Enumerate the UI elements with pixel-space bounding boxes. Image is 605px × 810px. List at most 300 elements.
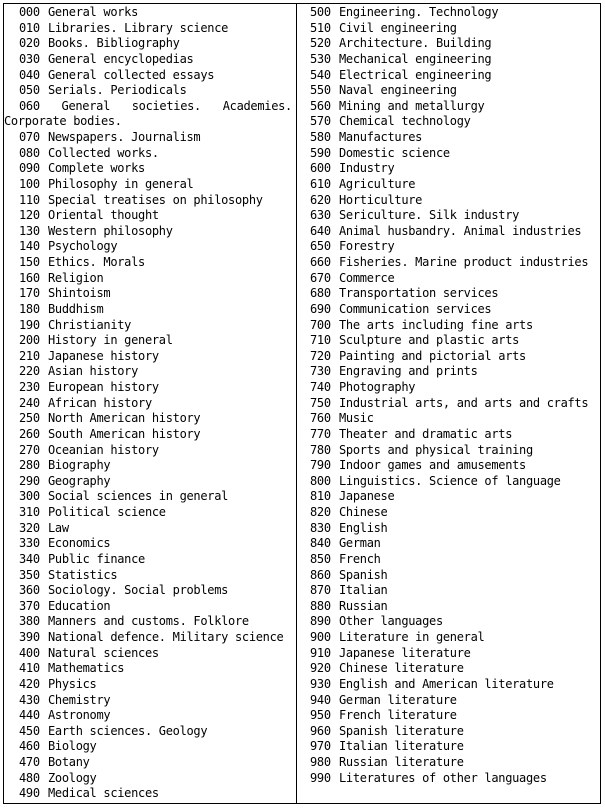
list-item — [19, 786, 292, 802]
class-label: Communication services — [339, 301, 492, 316]
list-item — [310, 68, 596, 84]
class-label: Newspapers. Journalism — [48, 130, 201, 144]
list-item — [19, 208, 292, 224]
list-item — [19, 708, 292, 724]
class-code: 170 — [19, 286, 40, 301]
list-item — [310, 661, 596, 677]
class-label: Buddhism — [48, 301, 104, 316]
class-code: 330 — [19, 536, 40, 551]
class-label: Sericulture. Silk industry — [339, 208, 520, 223]
list-item — [310, 83, 596, 99]
class-label: Philosophy in general — [48, 176, 194, 191]
class-label: Animal husbandry. Animal industries — [339, 223, 582, 238]
class-code: 550 — [310, 83, 331, 98]
list-item — [19, 36, 292, 52]
class-code: 040 — [19, 67, 40, 82]
class-label: Physics — [48, 676, 97, 691]
list-item — [19, 396, 292, 412]
list-item — [310, 239, 596, 255]
class-label: General collected essays — [48, 67, 215, 82]
list-item — [19, 693, 292, 709]
class-label: Theater and dramatic arts — [339, 426, 513, 441]
class-label: Sociology. Social problems — [48, 583, 229, 598]
class-code: 070 — [19, 130, 40, 144]
class-label: South American history — [48, 426, 201, 441]
list-item — [19, 130, 292, 146]
class-label: Chemistry — [48, 692, 111, 707]
class-label: English and American literature — [339, 676, 554, 691]
class-code: 250 — [19, 411, 40, 426]
class-label: French — [339, 551, 381, 566]
class-label: Mathematics — [48, 661, 125, 676]
class-label: Domestic science — [339, 145, 450, 160]
class-label: Earth sciences. Geology — [48, 723, 208, 738]
class-code: 830 — [310, 520, 331, 535]
list-item — [19, 443, 292, 459]
class-label: Linguistics. Science of language — [339, 473, 561, 488]
class-label: Photography — [339, 380, 416, 394]
class-code: 660 — [310, 255, 331, 269]
class-code: 100 — [19, 176, 40, 191]
class-code: 400 — [19, 645, 40, 660]
class-label: Oriental thought — [48, 208, 159, 223]
class-code: 460 — [19, 739, 40, 754]
class-label: Painting and pictorial arts — [339, 348, 526, 363]
class-code: 390 — [19, 630, 40, 644]
class-code: 090 — [19, 161, 40, 176]
class-label: Transportation services — [339, 286, 499, 301]
list-item — [19, 224, 292, 240]
class-code: 120 — [19, 208, 40, 223]
list-item — [310, 411, 596, 427]
class-label: Political science — [48, 505, 166, 519]
class-label: Statistics — [48, 567, 118, 582]
class-code: 080 — [19, 145, 40, 160]
list-item — [310, 52, 596, 68]
class-code: 940 — [310, 692, 331, 707]
class-label: General works — [48, 5, 139, 19]
list-item — [310, 505, 596, 521]
class-code: 780 — [310, 442, 331, 457]
list-item — [4, 99, 292, 130]
list-item — [310, 21, 596, 37]
list-item — [19, 364, 292, 380]
list-item — [19, 177, 292, 193]
list-item — [19, 349, 292, 365]
class-label: Zoology — [48, 770, 97, 785]
class-label: Asian history — [48, 364, 139, 379]
class-code: 430 — [19, 692, 40, 707]
class-label: Electrical engineering — [339, 67, 492, 82]
class-label: Mechanical engineering — [339, 51, 492, 66]
list-item — [19, 474, 292, 490]
right-column — [297, 4, 600, 803]
class-code: 750 — [310, 395, 331, 410]
list-item — [19, 677, 292, 693]
class-code: 060 — [19, 98, 40, 113]
list-item — [310, 568, 596, 584]
class-code: 680 — [310, 286, 331, 301]
list-item — [310, 208, 596, 224]
class-label: Ethics. Morals — [48, 255, 145, 269]
class-code: 990 — [310, 770, 331, 785]
list-item — [19, 724, 292, 740]
class-code: 570 — [310, 114, 331, 129]
class-code: 260 — [19, 426, 40, 441]
list-item — [19, 536, 292, 552]
class-code: 820 — [310, 505, 331, 519]
class-label: Fisheries. Marine product industries — [339, 255, 589, 269]
class-label: Psychology — [48, 239, 118, 254]
class-code: 770 — [310, 426, 331, 441]
class-code: 160 — [19, 270, 40, 285]
class-code: 180 — [19, 301, 40, 316]
list-item — [19, 661, 292, 677]
class-label: Russian — [339, 598, 388, 613]
class-code: 640 — [310, 223, 331, 238]
class-code: 790 — [310, 458, 331, 473]
class-label: English — [339, 520, 388, 535]
class-label: Oceanian history — [48, 442, 159, 457]
list-item — [19, 83, 292, 99]
class-label: Horticulture — [339, 192, 423, 207]
list-item — [310, 130, 596, 146]
list-item — [310, 755, 596, 771]
class-code: 670 — [310, 270, 331, 285]
list-item — [19, 146, 292, 162]
class-label: Books. Bibliography — [48, 36, 180, 51]
list-item — [310, 99, 596, 115]
class-code: 340 — [19, 551, 40, 566]
class-label: Literatures of other languages — [339, 770, 547, 785]
class-code: 560 — [310, 98, 331, 113]
list-item — [310, 349, 596, 365]
class-label: Russian literature — [339, 755, 464, 769]
list-item — [310, 396, 596, 412]
class-code: 210 — [19, 348, 40, 363]
class-code: 740 — [310, 380, 331, 394]
class-code: 530 — [310, 51, 331, 66]
class-label: Japanese — [339, 489, 395, 504]
class-label: Public finance — [48, 551, 145, 566]
class-code: 610 — [310, 176, 331, 191]
list-item — [310, 5, 596, 21]
class-code: 900 — [310, 630, 331, 644]
class-label: Agriculture — [339, 176, 416, 191]
class-code: 150 — [19, 255, 40, 269]
class-label: Christianity — [48, 317, 132, 332]
list-item — [310, 489, 596, 505]
list-item — [310, 380, 596, 396]
class-label-part: societies. — [131, 98, 201, 113]
list-item — [310, 177, 596, 193]
class-code: 480 — [19, 770, 40, 785]
list-item — [310, 114, 596, 130]
class-code: 600 — [310, 161, 331, 176]
class-label: Education — [48, 598, 111, 613]
list-item — [310, 474, 596, 490]
class-label: Biology — [48, 739, 97, 754]
class-code: 320 — [19, 520, 40, 535]
list-item — [19, 630, 292, 646]
class-code: 420 — [19, 676, 40, 691]
list-item — [19, 489, 292, 505]
list-item — [310, 271, 596, 287]
class-label: History in general — [48, 333, 173, 348]
class-code: 350 — [19, 567, 40, 582]
class-code: 620 — [310, 192, 331, 207]
class-label: Sculpture and plastic arts — [339, 333, 520, 348]
list-item — [310, 521, 596, 537]
class-code: 300 — [19, 489, 40, 504]
class-code: 760 — [310, 411, 331, 426]
list-item — [19, 771, 292, 787]
class-code: 970 — [310, 739, 331, 754]
list-item-line — [19, 99, 292, 115]
list-item — [19, 52, 292, 68]
list-item — [19, 68, 292, 84]
list-item — [19, 646, 292, 662]
list-item — [19, 552, 292, 568]
class-label: Western philosophy — [48, 223, 173, 238]
class-label: Manufactures — [339, 130, 423, 144]
class-code: 730 — [310, 364, 331, 379]
class-code: 510 — [310, 20, 331, 35]
class-code: 690 — [310, 301, 331, 316]
class-code: 520 — [310, 36, 331, 51]
class-label: Biography — [48, 458, 111, 473]
class-code: 590 — [310, 145, 331, 160]
class-label: Collected works. — [48, 145, 159, 160]
class-label: Engineering. Technology — [339, 5, 499, 19]
list-item — [19, 583, 292, 599]
class-label: Law — [48, 520, 69, 535]
class-code: 850 — [310, 551, 331, 566]
list-item — [19, 521, 292, 537]
list-item — [310, 427, 596, 443]
list-item — [310, 318, 596, 334]
class-label: European history — [48, 380, 159, 394]
class-label: Chinese — [339, 505, 388, 519]
class-label: Commerce — [339, 270, 395, 285]
class-label: Industry — [339, 161, 395, 176]
class-label: Other languages — [339, 614, 443, 629]
class-label: Spanish — [339, 567, 388, 582]
class-label: Engraving and prints — [339, 364, 478, 379]
class-code: 240 — [19, 395, 40, 410]
class-label: Japanese literature — [339, 645, 471, 660]
list-item — [310, 739, 596, 755]
list-item — [310, 333, 596, 349]
list-item — [310, 552, 596, 568]
class-code: 840 — [310, 536, 331, 551]
class-label: Natural sciences — [48, 645, 159, 660]
list-item — [310, 771, 596, 787]
class-code: 000 — [19, 5, 40, 19]
class-code: 800 — [310, 473, 331, 488]
class-code: 920 — [310, 661, 331, 676]
class-code: 710 — [310, 333, 331, 348]
class-label-part: General — [61, 98, 110, 113]
list-item — [310, 443, 596, 459]
class-label: Architecture. Building — [339, 36, 492, 51]
class-label-continuation: Corporate bodies. — [4, 114, 122, 129]
class-code: 270 — [19, 442, 40, 457]
class-label: Mining and metallurgy — [339, 98, 485, 113]
class-code: 890 — [310, 614, 331, 629]
class-code: 370 — [19, 598, 40, 613]
class-code: 140 — [19, 239, 40, 254]
class-label: Italian literature — [339, 739, 464, 754]
class-code: 930 — [310, 676, 331, 691]
class-label: Geography — [48, 473, 111, 488]
class-label: Medical sciences — [48, 786, 159, 801]
class-code: 440 — [19, 708, 40, 723]
list-item — [310, 693, 596, 709]
class-label: Serials. Periodicals — [48, 83, 187, 98]
class-code: 870 — [310, 583, 331, 598]
class-code: 910 — [310, 645, 331, 660]
class-label: Literature in general — [339, 630, 485, 644]
class-label: Special treatises on philosophy — [48, 192, 263, 207]
list-item — [19, 739, 292, 755]
class-label: Indoor games and amusements — [339, 458, 526, 473]
class-code: 540 — [310, 67, 331, 82]
list-item — [19, 568, 292, 584]
list-item — [310, 302, 596, 318]
class-label: Italian — [339, 583, 388, 598]
class-label: Civil engineering — [339, 20, 457, 35]
list-item — [310, 677, 596, 693]
class-code: 980 — [310, 755, 331, 769]
class-code: 630 — [310, 208, 331, 223]
class-code: 200 — [19, 333, 40, 348]
list-item — [19, 333, 292, 349]
class-code: 050 — [19, 83, 40, 98]
class-label: General encyclopedias — [48, 51, 194, 66]
class-code: 310 — [19, 505, 40, 519]
class-label: Chinese literature — [339, 661, 464, 676]
list-item — [19, 599, 292, 615]
list-item — [19, 193, 292, 209]
class-label: National defence. Military science — [48, 630, 284, 644]
left-column — [4, 4, 297, 803]
class-code: 860 — [310, 567, 331, 582]
class-label: Sports and physical training — [339, 442, 533, 457]
class-code: 650 — [310, 239, 331, 254]
list-item — [310, 161, 596, 177]
list-item — [19, 614, 292, 630]
list-item — [310, 536, 596, 552]
class-code: 950 — [310, 708, 331, 723]
list-item — [310, 630, 596, 646]
class-label: Japanese history — [48, 348, 159, 363]
list-item — [310, 193, 596, 209]
class-code: 450 — [19, 723, 40, 738]
class-label: German literature — [339, 692, 457, 707]
list-item — [19, 161, 292, 177]
list-item — [19, 427, 292, 443]
list-item — [310, 224, 596, 240]
class-label: The arts including fine arts — [339, 317, 533, 332]
class-label: Religion — [48, 270, 104, 285]
list-item — [19, 505, 292, 521]
class-label: Industrial arts, and arts and crafts — [339, 395, 589, 410]
class-label: Shintoism — [48, 286, 111, 301]
list-item — [310, 255, 596, 271]
class-code: 190 — [19, 317, 40, 332]
class-label: Astronomy — [48, 708, 111, 723]
list-item — [19, 318, 292, 334]
class-code: 130 — [19, 223, 40, 238]
class-label: Music — [339, 411, 374, 426]
class-label: French literature — [339, 708, 457, 723]
class-code: 220 — [19, 364, 40, 379]
class-code: 360 — [19, 583, 40, 598]
class-code: 720 — [310, 348, 331, 363]
class-label: African history — [48, 395, 152, 410]
class-code: 110 — [19, 192, 40, 207]
list-item — [19, 380, 292, 396]
class-code: 580 — [310, 130, 331, 144]
list-item — [19, 271, 292, 287]
list-item — [310, 646, 596, 662]
list-item — [310, 364, 596, 380]
class-label: North American history — [48, 411, 201, 426]
class-code: 410 — [19, 661, 40, 676]
list-item — [310, 286, 596, 302]
list-item — [19, 411, 292, 427]
list-item — [310, 146, 596, 162]
class-code: 490 — [19, 786, 40, 801]
class-code: 010 — [19, 20, 40, 35]
list-item — [310, 458, 596, 474]
list-item — [19, 755, 292, 771]
class-code: 020 — [19, 36, 40, 51]
class-code: 810 — [310, 489, 331, 504]
class-code: 700 — [310, 317, 331, 332]
class-label: Manners and customs. Folklore — [48, 614, 249, 629]
class-label: Forestry — [339, 239, 395, 254]
list-item — [19, 5, 292, 21]
class-code: 030 — [19, 51, 40, 66]
class-label: Chemical technology — [339, 114, 471, 129]
class-label: Social sciences in general — [48, 489, 229, 504]
class-code: 230 — [19, 380, 40, 394]
list-item — [19, 458, 292, 474]
class-code: 880 — [310, 598, 331, 613]
class-label: Economics — [48, 536, 111, 551]
class-label: Spanish literature — [339, 723, 464, 738]
list-item — [19, 302, 292, 318]
class-code: 960 — [310, 723, 331, 738]
list-item — [310, 614, 596, 630]
class-label: Botany — [48, 755, 90, 769]
list-item — [310, 599, 596, 615]
class-code: 380 — [19, 614, 40, 629]
class-code: 290 — [19, 473, 40, 488]
class-code: 280 — [19, 458, 40, 473]
list-item — [19, 21, 292, 37]
class-label: German — [339, 536, 381, 551]
class-code: 470 — [19, 755, 40, 769]
list-item — [310, 708, 596, 724]
class-label-part: Academies. — [222, 98, 292, 113]
list-item — [19, 239, 292, 255]
list-item — [19, 286, 292, 302]
class-label: Naval engineering — [339, 83, 457, 98]
class-label: Libraries. Library science — [48, 20, 229, 35]
